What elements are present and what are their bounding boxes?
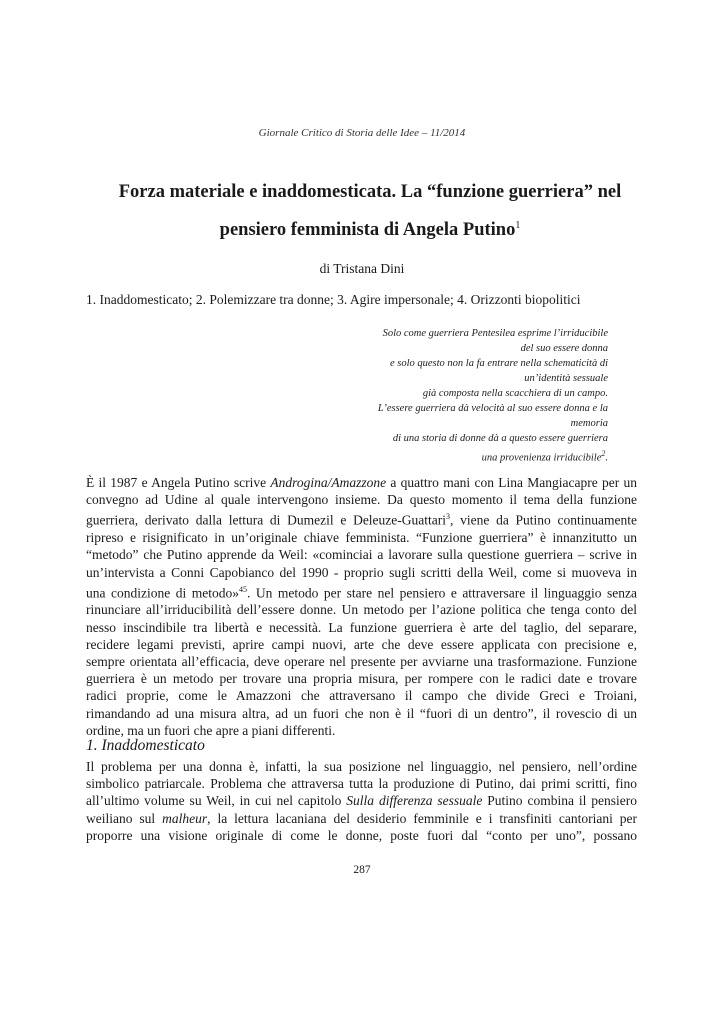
text-line: guerriera è un metodo per trovare una propria misura, per rompere con le radici date e trovare [86, 671, 637, 687]
text-line: rimandando ad una misura altra, ad un fuori che non è il “fuori di un dentro”, il rovescio di un [86, 705, 637, 721]
epigraph [288, 326, 608, 466]
title-line-1: Forza materiale e inaddomesticata. La “funzione guerriera” nel [118, 182, 622, 202]
text-line: nesso inscindibile tra libertà e necessità. La funzione guerriera è arte del taglio, del separare, [86, 619, 637, 635]
text-line: guerriera, derivato dalla lettura di Dumezil e Deleuze-Guattari$^3$, viene da Putino continuamente [86, 512, 637, 528]
title-line-2: pensiero femminista di Angela Putino [219, 220, 516, 241]
epigraph-line: una provenienza irriducibile$^2$. [481, 449, 608, 464]
footnote-marker[interactable]: 45 [238, 584, 247, 594]
work-title-italic: Androgina/Amazzone [270, 475, 387, 490]
epigraph-line: già composta nella scacchiera di un campo. [422, 388, 608, 399]
section-outline: 1. Inaddomesticato; 2. Polemizzare tra donne; 3. Agire impersonale; 4. Orizzonti biopolitici [86, 292, 581, 307]
footnote-marker[interactable]: 3 [446, 512, 451, 522]
author-byline: di Tristana Dini [319, 261, 405, 276]
chapter-title-italic: Sulla differenza sessuale [346, 793, 483, 809]
epigraph-line: del suo essere donna [520, 343, 608, 354]
epigraph-line: di una storia di donne dà a questo essere guerriera [392, 433, 608, 444]
text-line: rinunciare all’irriducibilità dell’essere donne. Un metodo per l’azione politica che tenga conto del [86, 602, 637, 618]
paragraph-intro [86, 474, 637, 739]
epigraph-footnote-marker[interactable]: 2 [601, 449, 606, 458]
text-line: ordine, ma un fuori che apre a piani differenti. [86, 722, 336, 738]
epigraph-line: memoria [570, 418, 608, 429]
text-line: all’ultimo volume su Weil, in cui nel capitolo Sulla differenza sessuale Putino combina il pensiero [86, 793, 638, 809]
text-line: un’intervista a Conni Capobianco del 1990 - proprio sugli scritti della Weil, come si muoveva in [86, 564, 637, 580]
text-line: weiliano sul malheur, la lettura lacaniana del desiderio femminile e i transfiniti cantoriani per [86, 810, 637, 826]
text-line: recidere legami previsti, aprire campi nuovi, arte che deve essere applicata con precisione e, [86, 636, 637, 652]
text-line: proporre una visione originale di come le donne, poste fuori dal “conto per uno”, possano [86, 827, 637, 843]
text-line: ripreso e risignificato in un’originale chiave femminista. “Funzione guerriera” è innanzitutto un [86, 530, 637, 546]
article-title [110, 176, 630, 247]
epigraph-line: un’identità sessuale [524, 373, 608, 384]
section-heading: 1. Inaddomesticato [86, 737, 205, 754]
term-italic: malheur [162, 810, 208, 826]
text-line: È il 1987 e Angela Putino scrive Androgina/Amazzone a quattro mani con Lina Mangiacapre per un [86, 475, 637, 490]
epigraph-line: L’essere guerriera dà velocità al suo essere donna e la [377, 403, 608, 414]
text-line: simbolico patriarcale. Problema che attraversa tutta la produzione di Putino, dai primi scritti, fino [86, 776, 637, 792]
epigraph-line: e solo questo non la fa entrare nella schematicità di [389, 358, 608, 369]
title-footnote-marker[interactable]: 1 [515, 220, 521, 231]
page-number: 287 [353, 864, 371, 876]
journal-header: Giornale Critico di Storia delle Idee – 11/2014 [258, 127, 466, 139]
text-line: “metodo” che Putino apprende da Weil: «cominciai a lavorare sulla questione guerriera – scrive in [86, 547, 637, 563]
text-line: Il problema per una donna è, infatti, la sua posizione nel linguaggio, nel pensiero, nell’ordine [86, 759, 637, 774]
paragraph-section-1 [86, 758, 637, 844]
text-line: sempre orientata all’efficacia, deve operare nel presente per avviarne una trasformazione. Funzione [86, 654, 637, 670]
text-line: una condizione di metodo»$^{45}$. Un metodo per stare nel pensiero e attraversare il linguaggio senza [86, 584, 638, 601]
text-line: radici proprie, come le Amazzoni che attraversano il campo che divide Greci e Troiani, [86, 688, 637, 704]
epigraph-line: Solo come guerriera Pentesilea esprime l’irriducibile [382, 328, 608, 339]
text-line: convegno ad Udine al quale intervengono insieme. Da questo momento il tema della funzione [86, 492, 637, 508]
